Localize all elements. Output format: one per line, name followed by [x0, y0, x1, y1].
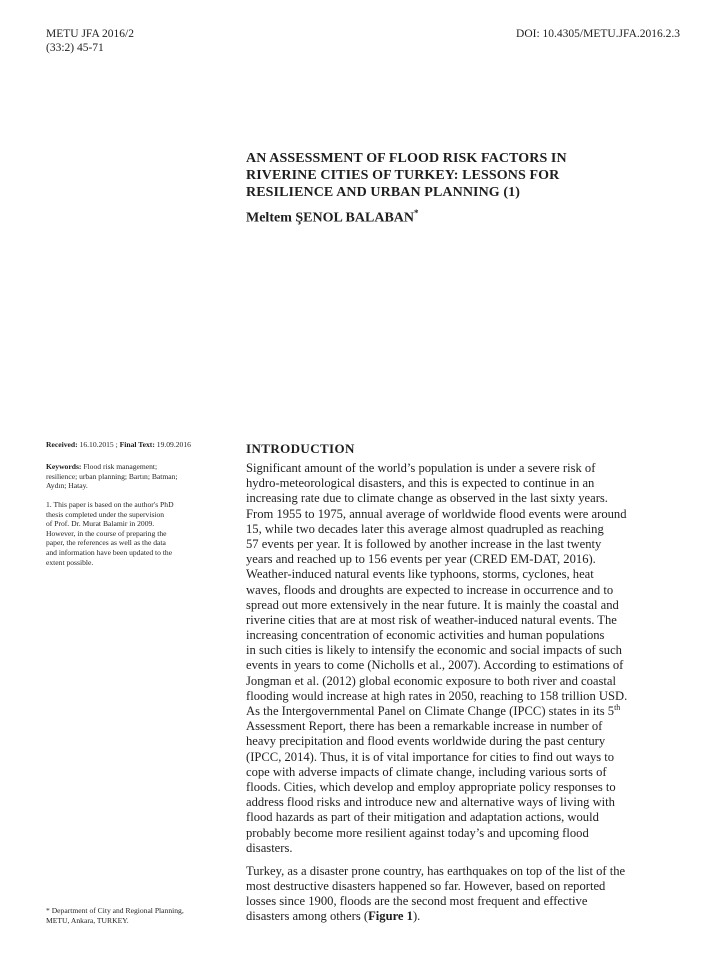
text-line: Significant amount of the world’s population is under a severe risk of	[246, 461, 596, 475]
body-text	[246, 461, 684, 925]
paragraph-gap	[246, 856, 684, 864]
text-line: heavy precipitation and flood events worldwide during the past century	[246, 734, 606, 749]
doi: DOI: 10.4305/METU.JFA.2016.2.3	[516, 28, 680, 40]
text-line: most destructive disasters happened so far. However, based on reported	[246, 879, 606, 894]
text-line: riverine cities that are at most risk of weather-induced natural events. The	[246, 612, 617, 627]
title-block	[246, 150, 666, 227]
note-line: and information have been updated to the	[46, 547, 173, 557]
author-footnote-mark: *	[414, 208, 419, 218]
text-line: Turkey, as a disaster prone country, has earthquakes on top of the list of the	[246, 863, 626, 878]
paragraph-1	[246, 461, 684, 856]
note-line: 1. This paper is based on the author's PhD	[46, 500, 174, 509]
keywords-line: Aydın; Hatay.	[46, 481, 88, 491]
keywords-line: resilience; urban planning; Bartın; Batman;	[46, 471, 178, 481]
author-name: Meltem ŞENOL BALABAN	[246, 210, 414, 226]
text-line: waves, floods and droughts are expected to increase in occurrence and to	[246, 582, 614, 597]
text-line: in such cities is likely to intensify the economic and social impacts of such	[246, 643, 622, 658]
text-line: probably become more resilient against today’s and upcoming flood	[246, 825, 589, 840]
text-line: 15, while two decades later this average almost quadrupled as reaching	[246, 521, 604, 536]
received-dates	[46, 440, 234, 450]
note-line: thesis completed under the supervision	[46, 509, 165, 519]
date-separator: ;	[113, 440, 120, 449]
text-line: spread out more extensively in the near future. It is mainly the coastal and	[246, 597, 619, 612]
keywords	[46, 462, 234, 491]
text-line: losses since 1900, floods are the second most frequent and effective	[246, 894, 588, 909]
text-line: Assessment Report, there has been a remarkable increase in number of	[246, 719, 603, 734]
keywords-line: Flood risk management;	[81, 462, 158, 471]
ipcc-text: As the Intergovernmental Panel on Climate Change (IPCC) states in its 5	[246, 704, 615, 718]
footnote-line: METU, Ankara, TURKEY.	[46, 915, 129, 925]
text-line	[246, 704, 684, 719]
received-value: 16.10.2015	[79, 440, 114, 449]
footnote-line: * Department of City and Regional Planning,	[46, 906, 184, 915]
text-line: address flood risks and introduce new and alternative ways of living with	[246, 795, 615, 810]
note-line: paper, the references as well as the data	[46, 538, 166, 548]
text-line: flooding would increase at high rates in 2050, reaching to 158 trillion USD.	[246, 688, 628, 703]
text-line	[246, 909, 684, 924]
text-line: Weather-induced natural events like typhoons, storms, cyclones, heat	[246, 567, 594, 582]
text-line: From 1955 to 1975, annual average of worldwide flood events were around	[246, 506, 627, 521]
text-line: Jongman et al. (2012) global economic exposure to both river and coastal	[246, 673, 617, 688]
text-line: cope with adverse impacts of climate change, including various sorts of	[246, 764, 607, 779]
journal-header	[46, 27, 134, 55]
text-line: hydro-meteorological disasters, and this is expected to continue in an	[246, 476, 595, 491]
final-text-label: Final Text:	[119, 440, 155, 449]
figure-reference-link[interactable]: Figure 1	[368, 909, 413, 924]
keywords-label: Keywords:	[46, 462, 82, 471]
text-span: ).	[412, 909, 421, 924]
final-text-value: 19.09.2016	[156, 440, 191, 449]
endnote-1	[46, 500, 234, 567]
text-line: 57 events per year. It is followed by another increase in the last twenty	[246, 536, 602, 551]
text-span: disasters among others (	[246, 909, 369, 924]
note-line: extent possible.	[46, 557, 94, 567]
ordinal-suffix: th	[614, 702, 621, 712]
paper-title-line: RESILIENCE AND URBAN PLANNING (1)	[246, 185, 520, 200]
text-line: increasing rate due to climate change as observed in the last sixty years.	[246, 491, 608, 506]
paragraph-2	[246, 864, 684, 925]
text-line: events in years to come (Nicholls et al., 2007). According to estimations of	[246, 658, 624, 673]
text-line: increasing concentration of economic activities and human populations	[246, 628, 605, 643]
paper-title-line: RIVERINE CITIES OF TURKEY: LESSONS FOR	[246, 168, 560, 183]
received-label: Received:	[46, 440, 78, 449]
text-line: flood hazards as part of their mitigation and adaptation actions, would	[246, 810, 599, 825]
note-line: of Prof. Dr. Murat Balamir in 2009.	[46, 519, 155, 529]
section-heading-introduction: INTRODUCTION	[246, 441, 355, 456]
journal-name: METU JFA 2016/2	[46, 28, 134, 40]
author	[246, 205, 666, 227]
journal-issue: (33:2) 45-71	[46, 42, 104, 54]
text-line: (IPCC, 2014). Thus, it is of vital importance for cities to find out ways to	[246, 749, 615, 764]
text-line: disasters.	[246, 840, 293, 855]
author-affiliation-footnote	[46, 906, 234, 925]
text-line: floods. Cities, which develop and employ appropriate policy responses to	[246, 779, 616, 794]
note-line: However, in the course of preparing the	[46, 528, 167, 538]
text-line: years and reached up to 156 events per year (CRED EM-DAT, 2016).	[246, 552, 596, 567]
paper-title-line: AN ASSESSMENT OF FLOOD RISK FACTORS IN	[246, 151, 567, 166]
